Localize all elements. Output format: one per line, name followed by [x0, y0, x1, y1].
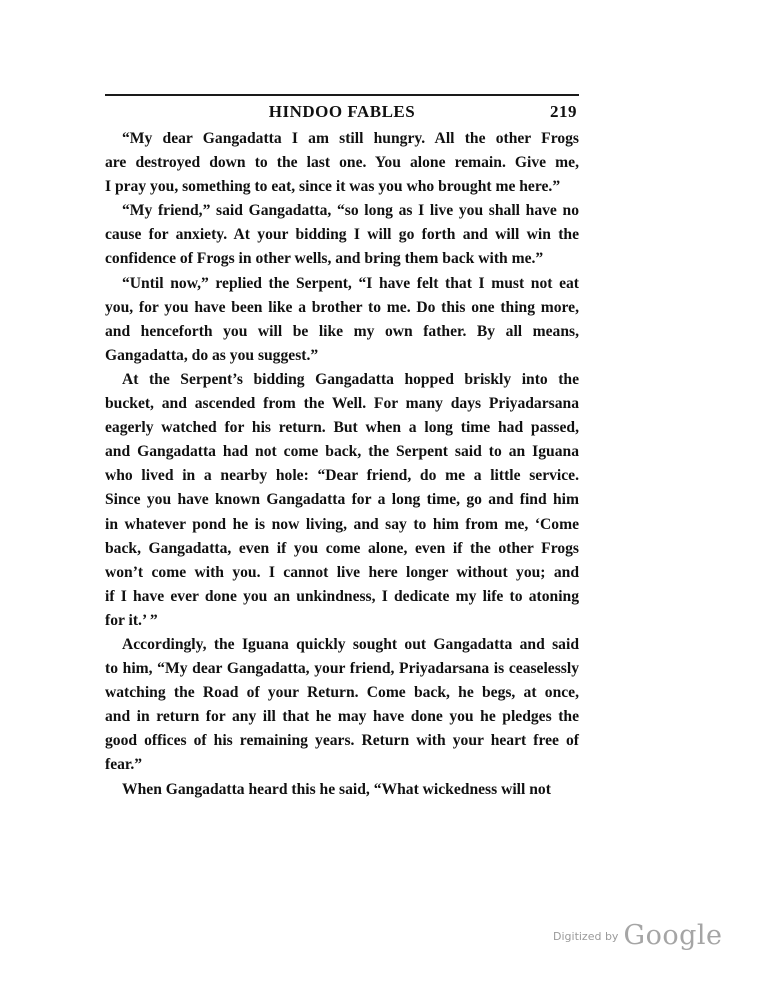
- text-line: confidence of Frogs in other wells, and bring them back with me.”: [105, 250, 544, 268]
- text-line: Since you have known Gangadatta for a long time, go and find him: [105, 491, 579, 509]
- text-line: At the Serpent’s bidding Gangadatta hopped briskly into the: [122, 370, 579, 388]
- text-line: watching the Road of your Return. Come back, he begs, at once,: [105, 684, 579, 702]
- watermark-prefix: Digitized by: [553, 930, 619, 943]
- text-line: are destroyed down to the last one. You alone remain. Give me,: [105, 154, 579, 172]
- body-text: [105, 127, 579, 802]
- text-line: won’t come with you. I cannot live here longer without you; and: [105, 563, 579, 581]
- text-line: if I have ever done you an unkindness, I dedicate my life to atoning: [105, 587, 579, 605]
- text-line: “Until now,” replied the Serpent, “I have felt that I must not eat: [122, 274, 579, 292]
- text-line: “My friend,” said Gangadatta, “so long as I live you shall have no: [122, 202, 579, 220]
- text-line: eagerly watched for his return. But when a long time had passed,: [105, 419, 579, 437]
- running-head: HINDOO FABLES: [268, 102, 416, 121]
- text-line: who lived in a nearby hole: “Dear friend, do me a little service.: [105, 467, 579, 485]
- text-line: When Gangadatta heard this he said, “What wickedness will not: [122, 780, 551, 798]
- text-line: cause for anxiety. At your bidding I will go forth and will win the: [105, 226, 579, 244]
- text-line: to him, “My dear Gangadatta, your friend, Priyadarsana is ceaselessly: [105, 660, 579, 678]
- text-line: good offices of his remaining years. Return with your heart free of: [105, 732, 579, 750]
- text-line: you, for you have been like a brother to me. Do this one thing more,: [105, 298, 579, 316]
- text-line: and Gangadatta had not come back, the Serpent said to an Iguana: [105, 443, 579, 461]
- text-line: for it.’ ”: [105, 611, 158, 629]
- page-number: 219: [550, 102, 577, 121]
- digitized-by-google-watermark: [553, 920, 723, 951]
- text-line: in whatever pond he is now living, and say to him from me, ‘Come: [105, 515, 579, 533]
- text-line: bucket, and ascended from the Well. For many days Priyadarsana: [105, 395, 579, 413]
- text-line: Accordingly, the Iguana quickly sought out Gangadatta and said: [122, 635, 579, 653]
- book-page: [105, 94, 579, 802]
- text-line: and in return for any ill that he may have done you he pledges the: [105, 708, 579, 726]
- text-line: “My dear Gangadatta I am still hungry. All the other Frogs: [122, 130, 579, 147]
- page-header: [105, 96, 579, 127]
- text-line: and henceforth you will be like my own father. By all means,: [105, 322, 579, 340]
- google-logo: Google: [623, 920, 723, 951]
- text-line: fear.”: [105, 756, 143, 774]
- text-line: back, Gangadatta, even if you come alone, even if the other Frogs: [105, 539, 579, 557]
- text-line: Gangadatta, do as you suggest.”: [105, 346, 319, 364]
- text-line: I pray you, something to eat, since it was you who brought me here.”: [105, 178, 561, 196]
